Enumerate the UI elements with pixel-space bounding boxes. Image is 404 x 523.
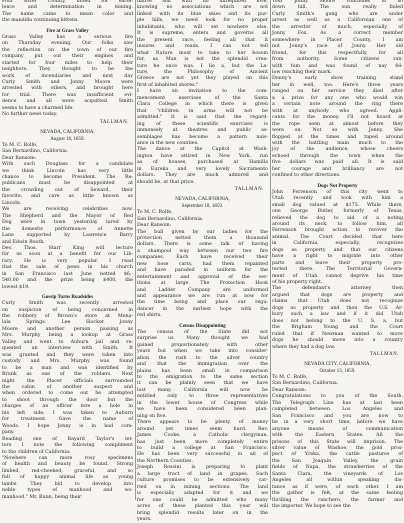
salutation: To M. C. Rolfe, bbox=[137, 210, 173, 216]
text-line: Congratulations to you of the South. bbox=[272, 394, 403, 400]
paragraph bbox=[2, 207, 133, 246]
text-line: for one could be admitted who many bbox=[137, 497, 268, 503]
text-line: was granted and they were taken into bbox=[2, 352, 133, 358]
text-line: the Brigham Young and the Court bbox=[272, 325, 403, 331]
text-line: his left side. I was taken to Auburn bbox=[2, 410, 133, 416]
text-line: does not belong to the U. S. a, but bbox=[272, 318, 403, 324]
salutation: To M. C. Rolfe, bbox=[272, 375, 308, 381]
text-line: custody and Mrs. Murphy was found bbox=[2, 359, 133, 365]
text-line: the cabin of another suspect and bbox=[2, 385, 133, 391]
signature: TALLMAN. bbox=[234, 187, 264, 193]
text-line: I have an invitation to the com- bbox=[137, 89, 268, 95]
paragraph bbox=[137, 89, 268, 147]
text-line: of his property right. bbox=[272, 280, 323, 286]
paragraph bbox=[137, 465, 268, 523]
text-line: the rope seen at almost before they bbox=[272, 121, 403, 127]
paragraph bbox=[2, 301, 133, 437]
text-line: dancer in the earliest hope with the bbox=[137, 306, 268, 312]
text-line: work of incendiaries and next day bbox=[2, 73, 133, 79]
paragraph bbox=[137, 0, 268, 89]
text-line: manhood." Mr. Bunn, being their bbox=[2, 494, 82, 500]
text-line: The Shepherd and the Mayor of Red bbox=[2, 213, 133, 219]
paragraph bbox=[137, 330, 268, 420]
text-line: With such Douglass for a candidate bbox=[2, 162, 133, 168]
text-line: bring splendid results later on in the bbox=[137, 510, 268, 516]
text-line: and Edwin Booth. bbox=[2, 239, 45, 245]
text-line: first of inhabited shores." bbox=[137, 82, 199, 88]
text-line: inhabitants, who will set nowhere else. bbox=[137, 24, 268, 30]
dateline: NEVADA, CALIFORNIA, bbox=[175, 197, 230, 203]
text-line: anyone means of communication bbox=[272, 426, 403, 432]
salutation: San Bernardino, California. bbox=[272, 381, 339, 387]
text-line: The census of the State did not bbox=[137, 329, 268, 335]
text-line: We are receiving celebrities now. bbox=[2, 207, 133, 213]
text-line: completed between Los Angeles and bbox=[272, 407, 403, 413]
text-line: The Telegraph Line has at last been bbox=[272, 400, 403, 406]
text-line: the arrestor of much, especially of bbox=[272, 24, 403, 30]
text-line: from authority. Some citizens ran- bbox=[272, 57, 403, 63]
text-line: ple hills, we need look for no proper bbox=[137, 18, 268, 24]
text-line: arrested with others, and brought here bbox=[2, 86, 133, 92]
text-line: it can be plainly seen that we have bbox=[137, 381, 268, 387]
text-line: ters I note the following compliment bbox=[2, 443, 133, 449]
text-line: Mrs. Murphy being a lookup at Grass bbox=[2, 333, 133, 339]
text-line: have a right to migrate into other bbox=[272, 254, 403, 260]
text-line: Moore and another person passing as bbox=[2, 326, 133, 332]
text-line: ranged on her service they died after bbox=[272, 89, 403, 95]
text-line: tected there. The Territorial Govern- bbox=[272, 267, 403, 273]
text-line: a a prize for any one who would win bbox=[272, 95, 403, 101]
dateline: September 18, 1859. bbox=[181, 204, 224, 210]
text-line: pany. bbox=[2, 430, 15, 436]
text-line: relieved the dog to aid of a noting bbox=[272, 215, 403, 221]
text-line: cants for the money. I'll not hoard at bbox=[272, 115, 403, 121]
subheading: Census Disappointing bbox=[179, 323, 226, 329]
text-line: claims that Utah does not recognize bbox=[272, 299, 403, 305]
text-line: bury such a law and if it did Utah bbox=[272, 312, 403, 318]
text-line: Lane supported by Lawrence Barry bbox=[2, 233, 133, 239]
text-line: dollars. There is some talk of having bbox=[137, 242, 268, 248]
text-line: one George Butler, formerly of Texas, bbox=[272, 209, 403, 215]
text-line: Dog were in town yesterday lured by bbox=[2, 220, 133, 226]
text-line: ing of these scientific exercises is bbox=[137, 121, 268, 127]
text-line: we think Lincoln has very little bbox=[2, 168, 133, 174]
text-line: Clara College in which there is given bbox=[137, 102, 268, 108]
text-line: Brunk as one of the robbers. Next bbox=[2, 372, 133, 378]
column-rule bbox=[135, 0, 136, 500]
paragraph bbox=[137, 147, 268, 186]
text-line: night the Placer officials surrounded bbox=[2, 378, 133, 384]
text-line: with him and was found of nay fel- bbox=[272, 63, 403, 69]
text-line: silver value of Washoe, the gold pros- bbox=[272, 446, 403, 451]
text-line: Valley and went to Auburn jail and re- bbox=[2, 339, 133, 345]
text-line: rary. He is very popular. I read bbox=[2, 258, 133, 264]
text-line: Lincoln. bbox=[2, 200, 22, 206]
text-line: entitled only to three representatives bbox=[137, 394, 268, 400]
text-line: new hose carts, had them repainted bbox=[137, 261, 268, 267]
text-line: low reaching their mark. bbox=[272, 69, 332, 75]
text-line: tance as if were, of each other. I am bbox=[272, 484, 403, 490]
text-line: seems to have a charmed life. bbox=[2, 105, 74, 111]
text-line: the domestic performance of Annette bbox=[2, 226, 133, 232]
text-line: the importer. We hope to see the bbox=[272, 504, 351, 510]
text-line: joy of the audience, whose cheers bbox=[272, 147, 403, 153]
column-rule bbox=[270, 0, 271, 500]
text-line: of health and beauty be found. Strong bbox=[2, 462, 133, 468]
text-line: five dollars was paid all. It is said bbox=[272, 160, 403, 166]
text-line: around yet times seem hard. Rev. bbox=[137, 426, 268, 432]
text-line: limbed, red-cheeked, graceful, and so bbox=[2, 468, 133, 474]
text-line: entertainment and approval of the ver- bbox=[137, 274, 268, 280]
text-line: quested an interview with Smith. It bbox=[2, 346, 133, 352]
text-column-3 bbox=[272, 0, 403, 511]
text-line: confined to other directions. bbox=[272, 173, 341, 179]
text-line: lence and determination in mining. bbox=[2, 5, 133, 11]
text-line: ture, the Philosophy of Ancient bbox=[137, 69, 268, 75]
text-column-2 bbox=[137, 0, 268, 523]
signature: TALLMAN. bbox=[99, 119, 129, 125]
text-line: Curly Smith and Jonny Moore were bbox=[2, 79, 133, 85]
text-line: full of happy animal life as young bbox=[2, 475, 133, 481]
salutation: Dear Ransom: bbox=[137, 223, 172, 229]
text-line: dogs as property and then the U.S. Ar- bbox=[272, 305, 403, 311]
text-line: plains has been small in comparison bbox=[137, 368, 268, 374]
text-line: knowing no associations which are not bbox=[137, 5, 268, 11]
text-line: has just been more completely entire bbox=[137, 439, 268, 445]
paragraph bbox=[2, 456, 133, 501]
text-line: ment of Utah cannot deprive his time bbox=[272, 273, 403, 279]
subheading: Gossip Turns Roadsides bbox=[41, 295, 94, 301]
paragraph bbox=[272, 0, 403, 76]
text-line: and that the immigration over the bbox=[137, 362, 268, 368]
salutation: To M. C. Rolfe, bbox=[2, 142, 38, 148]
text-line: as of houses, purchased at Hamilla bbox=[137, 160, 268, 166]
signature: TALLMAN. bbox=[369, 352, 399, 358]
paragraph bbox=[137, 230, 268, 320]
text-column-1 bbox=[2, 0, 133, 501]
text-line: and Ladder Company are uniformed bbox=[137, 287, 268, 293]
paragraph bbox=[2, 35, 133, 112]
text-line: flopped at the times and taped around bbox=[272, 134, 403, 140]
text-line: for trial. There was insufficient evi- bbox=[2, 92, 133, 98]
subheading: Fire at Grass Valley bbox=[46, 28, 89, 34]
text-line: lost many. California will now be bbox=[137, 387, 268, 393]
salutation: San Bernardino, California. bbox=[2, 149, 69, 155]
text-line: ruled that if Newman wanted to move bbox=[272, 331, 403, 337]
text-line: The defendant's attorney then bbox=[272, 286, 403, 292]
text-line: neighbors. They thought to be the bbox=[2, 67, 133, 73]
text-line: in California, especially, recognizes bbox=[272, 241, 403, 247]
text-line: 540.00 and the prize being $400, the bbox=[2, 278, 133, 284]
text-line: started for four miles to help their bbox=[2, 60, 133, 66]
text-line: where they had a dog law. bbox=[272, 344, 336, 350]
text-line: San Francisco and you are now to bbox=[272, 413, 403, 419]
text-line: echoed through the town when the bbox=[272, 153, 403, 159]
text-line: years but when we take into consider- bbox=[137, 349, 268, 355]
paragraph bbox=[2, 162, 133, 207]
text-line: in San Francisco last June netted $6,- bbox=[2, 271, 133, 277]
text-line: dogs as property and that our citizens bbox=[272, 247, 403, 253]
paragraph bbox=[2, 0, 133, 25]
text-line: Reading one of Bayard Taylor's let- bbox=[2, 436, 133, 442]
text-line: arrest as well as a Californian one of bbox=[272, 18, 403, 24]
text-line: ried on in mining sections. The land bbox=[137, 484, 268, 490]
text-line: animal. The Court decided that here bbox=[272, 234, 403, 240]
text-line: somewhere in Placer County, I am bbox=[272, 37, 403, 43]
text-line: protection netted them a thousand bbox=[137, 235, 268, 241]
text-line: the mandilla continuing kittens. bbox=[2, 18, 79, 24]
text-line: Curly Smith's gang who are under bbox=[272, 11, 403, 17]
text-line: in the lower house of Congress while bbox=[137, 400, 268, 406]
text-line: Angeles all within speaking dis- bbox=[272, 478, 403, 484]
text-line: Santa Clara, the vineyards of Los bbox=[272, 471, 403, 477]
text-line: No further news today. bbox=[2, 112, 58, 118]
text-line: favorite, and care as little known as bbox=[2, 194, 133, 200]
text-line: with the battling main much to the bbox=[272, 140, 403, 146]
text-line: lambs. They bid to develop into bbox=[2, 481, 133, 487]
salutation: San Bernardino, California. bbox=[137, 216, 204, 222]
text-line: we have been considered been plan- bbox=[137, 407, 268, 413]
text-line: ation the rush to the silver country bbox=[137, 355, 268, 361]
text-line: It is supreme, enters and governs all bbox=[137, 31, 268, 37]
text-line: the reflection on the town of our fire bbox=[2, 47, 133, 53]
text-line: should be, at that price. bbox=[137, 179, 195, 185]
text-line: for treatment. Gave the name of bbox=[2, 417, 133, 423]
paragraph bbox=[272, 394, 403, 510]
text-line: around its neck, to follow him, all bbox=[272, 221, 403, 227]
text-line: years. bbox=[137, 516, 152, 522]
text-line: in Eureka and very lovely Sacramento bbox=[137, 166, 268, 172]
text-line: were on. Not so with Jonny. She bbox=[272, 128, 403, 134]
paragraph bbox=[272, 190, 403, 287]
paragraph bbox=[2, 437, 133, 456]
text-line: ture he once was. I lie a, but the La- bbox=[137, 63, 268, 69]
text-line: culture promises to be extensively car- bbox=[137, 478, 268, 484]
text-line: her courage and brilliancy are not bbox=[272, 166, 403, 172]
text-line: the robbery of Brown's store at Mena- bbox=[2, 314, 133, 320]
text-line: immensely at theatres and public as- bbox=[137, 128, 268, 134]
text-line: on Thursday evening. Our folks saw bbox=[2, 41, 133, 47]
text-line: insures and reads. I can not tell bbox=[137, 44, 268, 50]
text-line: itions at large. The Protection Hook bbox=[137, 281, 268, 287]
text-line: publicans must be disappointed at bbox=[2, 181, 133, 187]
text-line: what Nature must to take to her bosom bbox=[137, 50, 268, 56]
paragraph bbox=[272, 76, 403, 179]
text-line: The bull given by our ladies for the bbox=[137, 229, 268, 235]
text-line: dence and all were acquitted. Smith bbox=[2, 99, 133, 105]
text-line: thrilling the ranchero, the farmer and bbox=[272, 497, 403, 503]
text-line: lala Springs. Lee Slocker Jonny bbox=[2, 320, 133, 326]
text-line: ning on five. bbox=[137, 413, 167, 419]
text-line: her in well, too. Here's three years bbox=[272, 82, 403, 88]
text-line: acres of these planted this year will bbox=[137, 504, 268, 510]
text-line: to be a man and was identified by bbox=[2, 365, 133, 371]
text-line: pect of Yreka, the cattle pastures of bbox=[272, 452, 403, 458]
text-line: lowest $19. bbox=[2, 284, 30, 290]
text-line: He has been very successful in all of bbox=[137, 452, 268, 458]
text-line: dogs he should move into a country bbox=[272, 338, 403, 344]
text-line: to build a college at San Francisco. bbox=[137, 446, 268, 451]
text-line: when ordered to come out he attempted bbox=[2, 391, 133, 397]
text-line: a certain note around the ring there bbox=[272, 102, 403, 108]
text-line: to the children of California: bbox=[2, 449, 71, 455]
text-line: Curly Smith was recently arrested bbox=[2, 301, 133, 307]
paragraph bbox=[272, 286, 403, 351]
text-line: Grass Valley has a serious fire bbox=[2, 34, 133, 40]
text-line: that the sale of pews in his church bbox=[2, 265, 133, 271]
text-line: the San Joaquin Valley, the grain bbox=[272, 458, 403, 464]
text-line: a large tract of land in grapes. Such bbox=[137, 471, 268, 477]
text-line: The dance at the Capitol at Wash- bbox=[137, 147, 268, 153]
text-line: James Cooke, a Catholic clergyman, bbox=[137, 433, 268, 439]
text-line: dollars. They are much admired and bbox=[137, 173, 268, 179]
text-line: companies. Each have received their bbox=[137, 255, 268, 261]
text-line: Donny's early show training stand bbox=[272, 76, 403, 82]
salutation: Dear Ransom: bbox=[272, 387, 307, 393]
text-line: There appears to be plenty of money bbox=[137, 420, 268, 426]
text-line: Ferrenson brought action to recover the bbox=[272, 228, 403, 234]
text-line: surprise us. Many thought we had bbox=[137, 336, 268, 342]
text-line: the crowding out of Seward, their bbox=[2, 187, 133, 193]
text-line: company put out their engines and bbox=[2, 54, 133, 60]
text-line: ington have attired in New York, run bbox=[137, 153, 268, 159]
text-line: that "children in arms will not be bbox=[137, 108, 268, 114]
text-line: down hill. The sun really failed bbox=[272, 5, 403, 11]
text-line: with at anybody who agreed. Appli- bbox=[272, 108, 403, 114]
subheading: Dogs Not Property bbox=[317, 183, 358, 189]
text-line: native soil with no unrequited love, bbox=[137, 0, 268, 4]
text-line: John Ferrenson of this city went to bbox=[272, 189, 403, 195]
text-line: with the Eastern States. All the bbox=[272, 433, 403, 439]
text-line: for us soon at a benefit for our Lib- bbox=[2, 252, 133, 258]
text-line: friend, for this respectfully, for all bbox=[272, 50, 403, 56]
text-line: noble types of manhood and wo- bbox=[2, 488, 133, 494]
text-line: Four River County, noted for excel- bbox=[2, 0, 133, 4]
salutation: Dear Ransom: bbox=[2, 155, 37, 161]
text-line: and appearance we are run at now for bbox=[137, 294, 268, 300]
text-line: The name came to mean color and bbox=[2, 11, 133, 17]
text-line: for, as Man is not the splendid crea- bbox=[137, 57, 268, 63]
dateline: NEVADA CITY, CALIFORNIA, bbox=[304, 362, 371, 368]
text-line: the time being and place our regu- bbox=[137, 300, 268, 306]
text-line: the Northern Counties. bbox=[137, 458, 193, 464]
text-line: to the emigration to the same section bbox=[137, 375, 268, 381]
text-line: Jonny Fox. As a correct member bbox=[272, 31, 403, 37]
text-line: admitted." It is said that the regard- bbox=[137, 115, 268, 121]
text-line: not Jonny's race of Jonny. Her old bbox=[272, 44, 403, 50]
text-line: to shoot through the door but the bbox=[2, 397, 133, 403]
text-line: and have paraded in uniform for the bbox=[137, 268, 268, 274]
text-line: red shirts. bbox=[137, 313, 162, 319]
text-line: ance in the new counties. bbox=[137, 140, 199, 146]
text-line: "Nowhere can more rosy specimens bbox=[2, 456, 133, 461]
text-line: Dev. Thos. Starr King will lecture bbox=[2, 245, 133, 251]
text-line: chance to become President. The Re- bbox=[2, 174, 133, 180]
text-line: Greece are not yet they played on this bbox=[137, 76, 268, 82]
text-line: parts and leave their property pro- bbox=[272, 260, 403, 266]
text-line: semblages has become a pattern nuis- bbox=[137, 134, 268, 140]
text-line: small dog valued at $175. While there, bbox=[272, 202, 403, 208]
dateline: August 18, 1859. bbox=[50, 136, 85, 142]
text-line: the gather is felt, at the same feeling bbox=[272, 491, 403, 497]
text-line: Utah recently and took with him a bbox=[272, 196, 403, 202]
text-line: gained proportionately with other bbox=[137, 342, 268, 348]
text-line: prisons of this State will imprison. The bbox=[272, 439, 403, 445]
text-line: is especially adapted for it and we bbox=[137, 491, 268, 497]
dateline: October 13, 1859. bbox=[319, 369, 356, 375]
text-line: be in a very short time, before we have bbox=[272, 420, 403, 426]
text-line: the present race, feeling all that it bbox=[137, 37, 268, 43]
paragraph bbox=[2, 246, 133, 291]
text-line: Woods. I hope Jonny is in bad com- bbox=[2, 423, 133, 429]
text-line: argued that dogs are property and bbox=[272, 292, 403, 298]
text-line: a shampool way between our two fire bbox=[137, 248, 268, 254]
paragraph bbox=[137, 420, 268, 465]
text-line: Your Jonny Moore continues to so bbox=[272, 0, 403, 4]
text-line: linked with its blue skies and its pur- bbox=[137, 11, 268, 17]
text-line: on suspicion of being concerned in bbox=[2, 307, 133, 313]
text-line: mencement exercises of the Santa bbox=[137, 95, 268, 101]
text-line: charges of an officer tore a hole in bbox=[2, 404, 133, 410]
dateline: NEVADA, CALIFORNIA, bbox=[40, 129, 95, 135]
text-line: fields of Napa, the strawberries of the bbox=[272, 465, 403, 471]
text-line: Joseph Rossini is preparing to plant bbox=[137, 465, 268, 471]
